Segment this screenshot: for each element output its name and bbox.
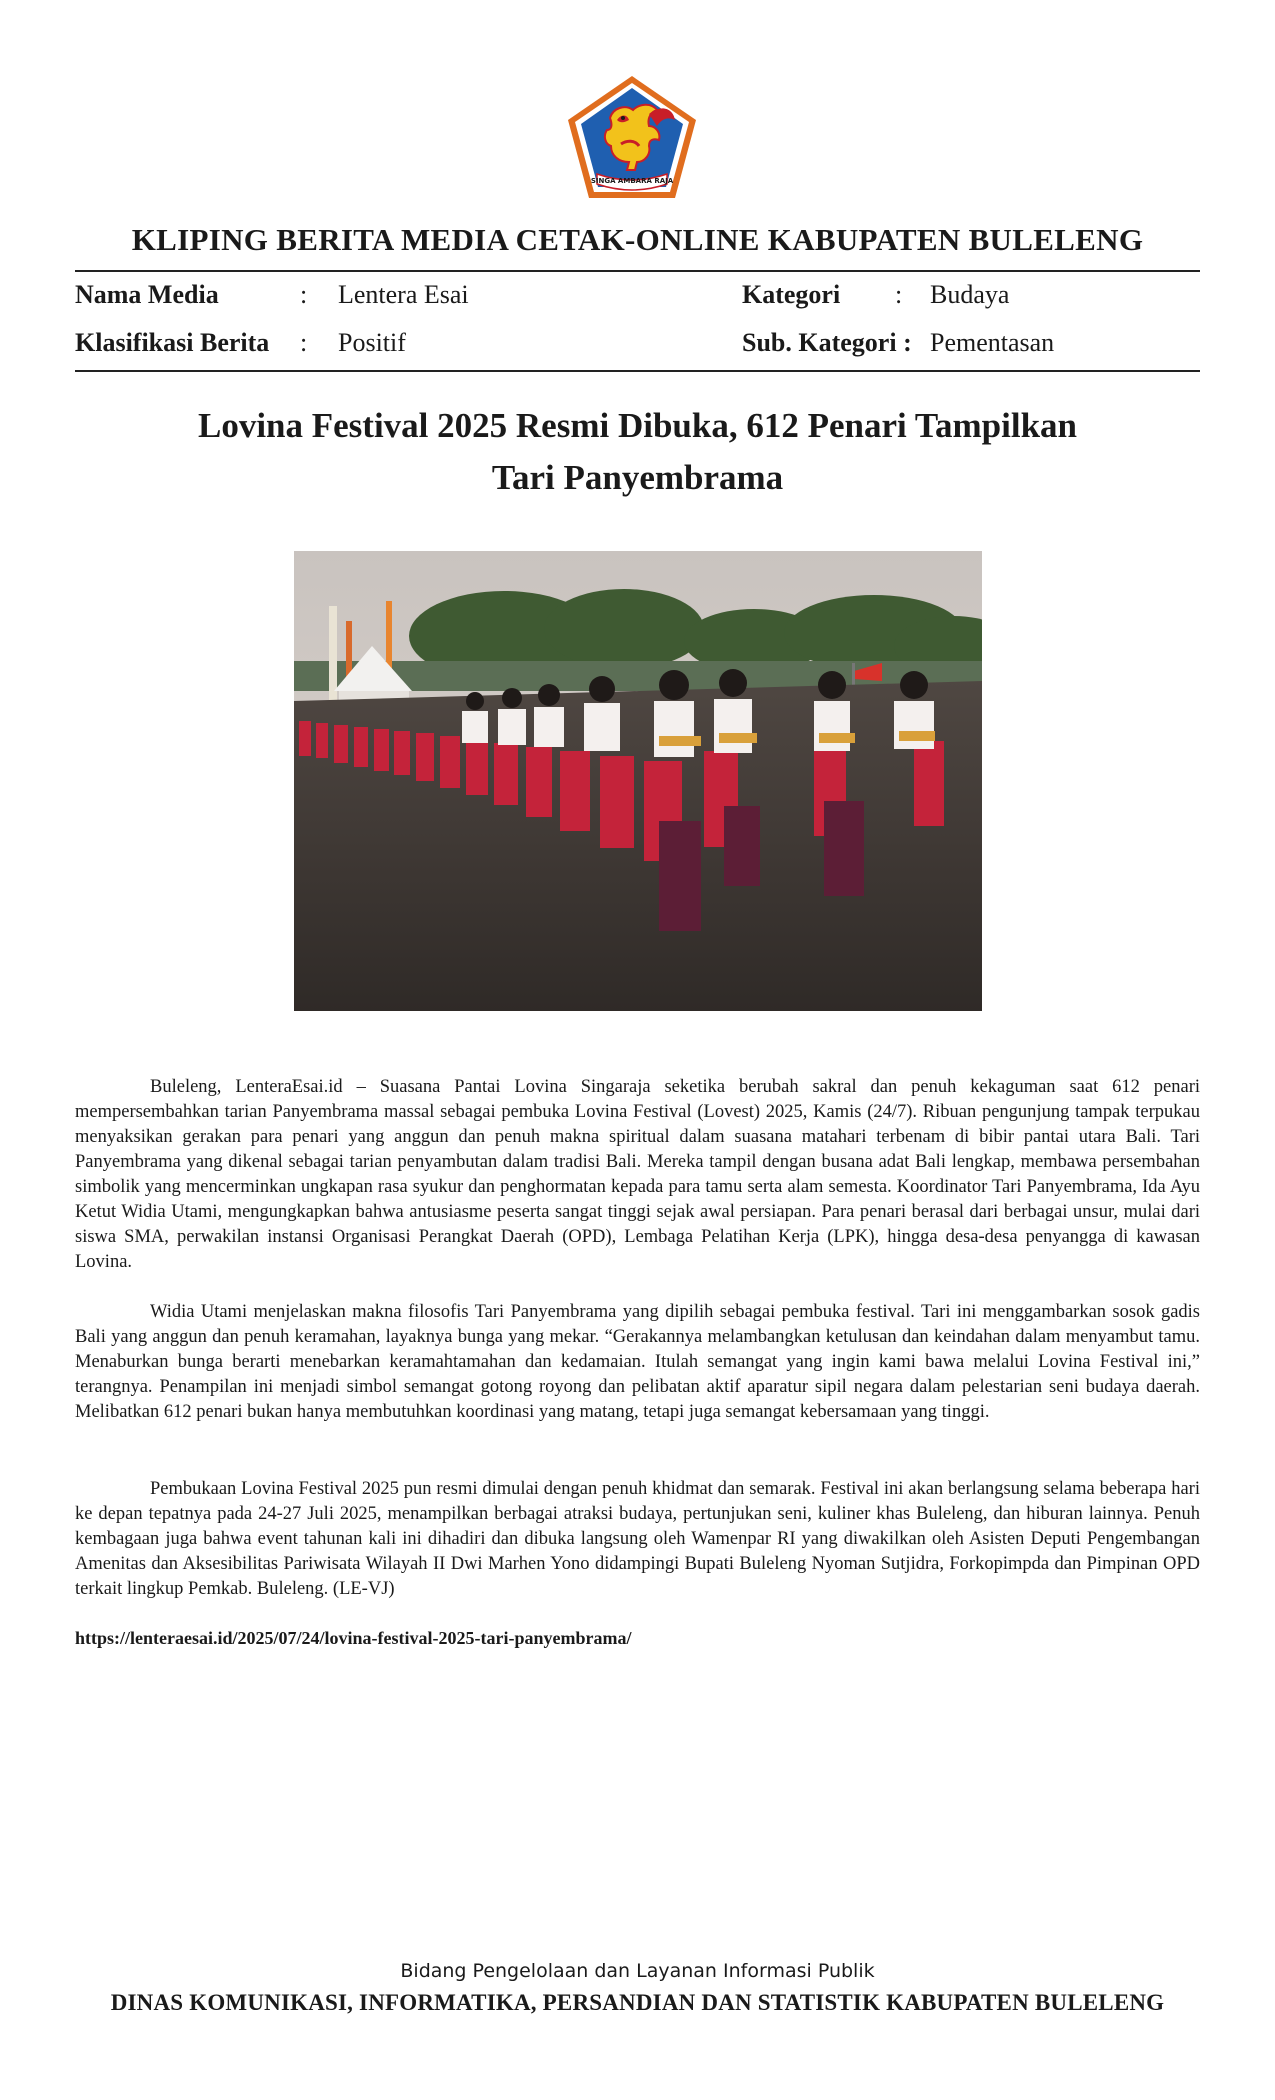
nama-media-label: Nama Media	[75, 280, 219, 309]
article-title	[0, 400, 1275, 504]
article-title-line-2: Tari Panyembrama	[491, 458, 784, 497]
footer-office-name: DINAS KOMUNIKASI, INFORMATIKA, PERSANDIAN DAN STATISTIK KABUPATEN BULELENG	[110, 1990, 1165, 2015]
buleleng-crest-logo	[565, 74, 699, 202]
logo-motto-text: SINGA AMBARA RAJA	[590, 177, 674, 185]
meta-colon: :	[300, 328, 308, 357]
header-divider-bottom	[75, 370, 1200, 372]
footer-department: Bidang Pengelolaan dan Layanan Informasi Publik	[400, 1960, 875, 1982]
klasifikasi-berita-label: Klasifikasi Berita	[75, 328, 270, 357]
source-url-link[interactable]: https://lenteraesai.id/2025/07/24/lovina-festival-2025-tari-panyembrama/	[75, 1628, 632, 1648]
meta-colon: :	[895, 280, 903, 309]
article-paragraph-3: Pembukaan Lovina Festival 2025 pun resmi dimulai dengan penuh khidmat dan semarak. Festival ini akan berlangsung selama beberapa hari ke depan tepatnya pada 24-27 Juli 2025, menampilkan berbagai atraksi budaya, pertunjukan seni, kuliner khas Buleleng, dan hiburan lainnya. Penuh kembagaan juga bahwa event tahunan kali ini dihadiri dan dibuka langsung oleh Wamenpar RI yang diwakilkan oleh Asisten Deputi Pengembangan Amenitas dan Aksesibilitas Pariwisata Wilayah II Dwi Marhen Yono didampingi Bupati Buleleng Nyoman Sutjidra, Forkopimpda dan Pimpinan OPD terkait lingkup Pemkab. Buleleng. (LE-VJ)	[75, 1479, 1200, 1599]
article-paragraph-2: Widia Utami menjelaskan makna filosofis Tari Panyembrama yang dipilih sebagai pembuka festival. Tari ini menggambarkan sosok gadis Bali yang anggun dan penuh keramahan, layaknya bunga yang mekar. “Gerakannya melambangkan ketulusan dan keindahan dalam menyambut tamu. Menaburkan bunga berarti menebarkan keramahtamahan dan kedamaian. Itulah semangat yang ingin kami bawa melalui Lovina Festival ini,” terangnya. Penampilan ini menjadi simbol semangat gotong royong dan pelibatan aktif aparatur sipil negara dalam pelestarian seni budaya daerah. Melibatkan 612 penari bukan hanya membutuhkan koordinasi yang matang, tetapi juga semangat kebersamaan yang tinggi.	[75, 1302, 1200, 1422]
sub-kategori-value: Pementasan	[930, 328, 1055, 357]
nama-media-value: Lentera Esai	[338, 280, 469, 309]
kategori-label: Kategori	[742, 280, 841, 309]
sub-kategori-label: Sub. Kategori :	[742, 328, 912, 357]
article-photo	[294, 551, 982, 1011]
meta-colon: :	[300, 280, 308, 309]
article-paragraph-1: Buleleng, LenteraEsai.id – Suasana Pantai Lovina Singaraja seketika berubah sakral dan penuh kekaguman saat 612 penari mempersembahkan tarian Panyembrama massal sebagai pembuka Lovina Festival (Lovest) 2025, Kamis (24/7). Ribuan pengunjung tampak terpukau menyaksikan gerakan para penari yang anggun dan penuh makna spiritual dalam suasana matahari terbenam di bibir pantai utara Bali. Tari Panyembrama yang dikenal sebagai tarian penyambutan dalam tradisi Bali. Mereka tampil dengan busana adat Bali lengkap, membawa persembahan simbolik yang mencerminkan ungkapan rasa syukur dan penghormatan kepada para tamu serta alam semesta. Koordinator Tari Panyembrama, Ida Ayu Ketut Widia Utami, mengungkapkan bahwa antusiasme peserta sangat tinggi sejak awal persiapan. Para penari berasal dari berbagai unsur, mulai dari siswa SMA, perwakilan instansi Organisasi Perangkat Daerah (OPD), Lembaga Pelatihan Kerja (LPK), hingga desa-desa penyangga di kawasan Lovina.	[75, 1077, 1200, 1272]
kategori-value: Budaya	[930, 280, 1010, 309]
klasifikasi-berita-value: Positif	[338, 328, 406, 357]
header-divider-top	[75, 270, 1200, 272]
article-title-line-1: Lovina Festival 2025 Resmi Dibuka, 612 Penari Tampilkan	[197, 406, 1078, 445]
clipping-header-title: KLIPING BERITA MEDIA CETAK-ONLINE KABUPATEN BULELENG	[131, 222, 1144, 257]
